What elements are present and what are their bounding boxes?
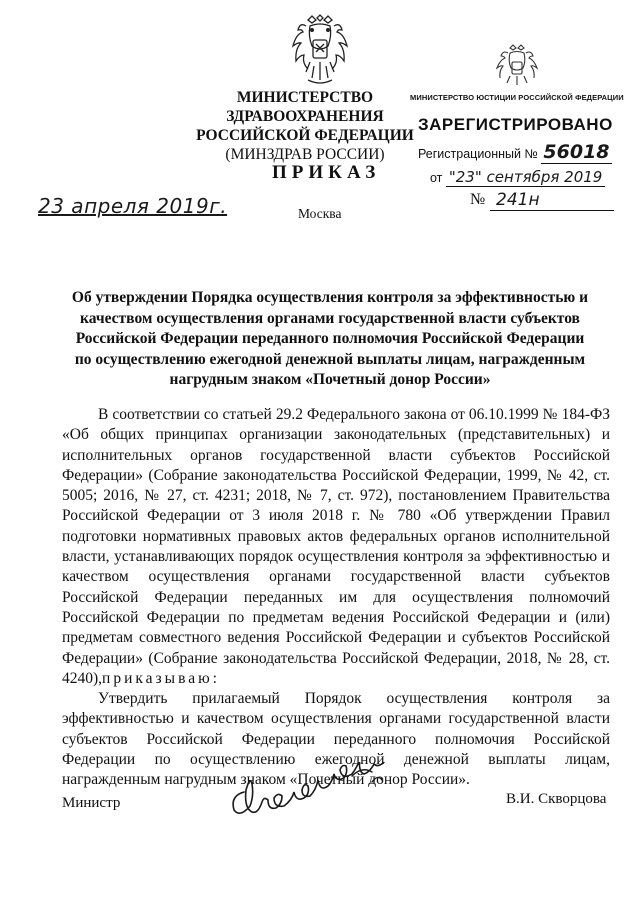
stamp-status: ЗАРЕГИСТРИРОВАНО: [418, 115, 613, 134]
document-type: ПРИКАЗ: [272, 162, 381, 183]
document-title: Об утверждении Порядка осуществления контроля за эффективностью и качеством осуществления органами государственной власти субъектов Российской Федерации переданного полномочия Российской Федерации по осуществлению ежегодной денежной выплаты лицам, награжденным нагрудным знаком «Почетный донор России»: [71, 289, 589, 388]
ministry-name: [160, 88, 450, 164]
signer-position: Министр: [62, 795, 121, 811]
stamp-header: МИНИСТЕРСТВО ЮСТИЦИИ РОССИЙСКОЙ ФЕДЕРАЦИИ: [410, 93, 624, 102]
order-date: 23 апреля 2019г.: [38, 194, 228, 218]
preamble-text: В соответствии со статьей 29.2 Федерального закона от 06.10.1999 № 184-ФЗ «Об общих принципах организации законодательных (представительных) и исполнительных органов государственной власти субъектов Российской Федерации» (Собрание законодательства Российской Федерации, 1999, № 42, ст. 5005; 2016, № 27, ст. 4231; 2018, № 7, ст. 972), постановлением Правительства Российской Федерации от 3 июля 2018 г. № 780 «Об утверждении Правил подготовки нормативных правовых актов федеральных органов исполнительной власти, устанавливающих порядок осуществления контроля за эффективностью и качеством осуществления органами государственной власти субъектов Российской Федерации переданных им для осуществления полномочий Российской Федерации по предметам ведения Российской Федерации и (или) предметам совместного ведения Российской Федерации и субъектов Российской Федерации» (Собрание законодательства Российской Федерации, 2018, № 28, ст. 4240),: [62, 406, 610, 687]
ministry-short: (МИНЗДРАВ РОССИИ): [225, 146, 385, 163]
operative-paragraph: Утвердить прилагаемый Порядок осуществления контроля за эффективностью и качеством осуществления органами государственной власти субъектов Российской Федерации переданного полномочия Российской Федерации по осуществлению ежегодной денежной выплаты лицам, награжденным нагрудным знаком «Почетный донор России».: [62, 690, 610, 789]
handwritten-signature-icon: [222, 762, 422, 824]
signer-name: В.И. Скворцова: [506, 791, 607, 807]
coat-of-arms-icon: [288, 14, 352, 86]
stamp-date-line: [430, 168, 620, 186]
ministry-line1: МИНИСТЕРСТВО ЗДРАВООХРАНЕНИЯ: [226, 89, 384, 125]
stamp-reg-line: [418, 141, 620, 163]
order-word: приказываю:: [102, 669, 220, 687]
order-number-label: №: [470, 191, 486, 208]
stamp-date: "23" сентября 2019: [446, 168, 605, 187]
stamp-coat-of-arms-icon: [492, 44, 542, 86]
document-body: [62, 405, 610, 791]
stamp-date-prefix: от: [430, 171, 443, 185]
registration-stamp: [410, 93, 624, 186]
order-number: 241н: [490, 190, 614, 211]
order-city: Москва: [298, 206, 342, 221]
stamp-reg-number: 56018: [543, 141, 610, 163]
preamble-paragraph: [62, 405, 610, 689]
ministry-line2: РОССИЙСКОЙ ФЕДЕРАЦИИ: [196, 127, 414, 144]
stamp-reg-label: Регистрационный №: [418, 147, 538, 161]
